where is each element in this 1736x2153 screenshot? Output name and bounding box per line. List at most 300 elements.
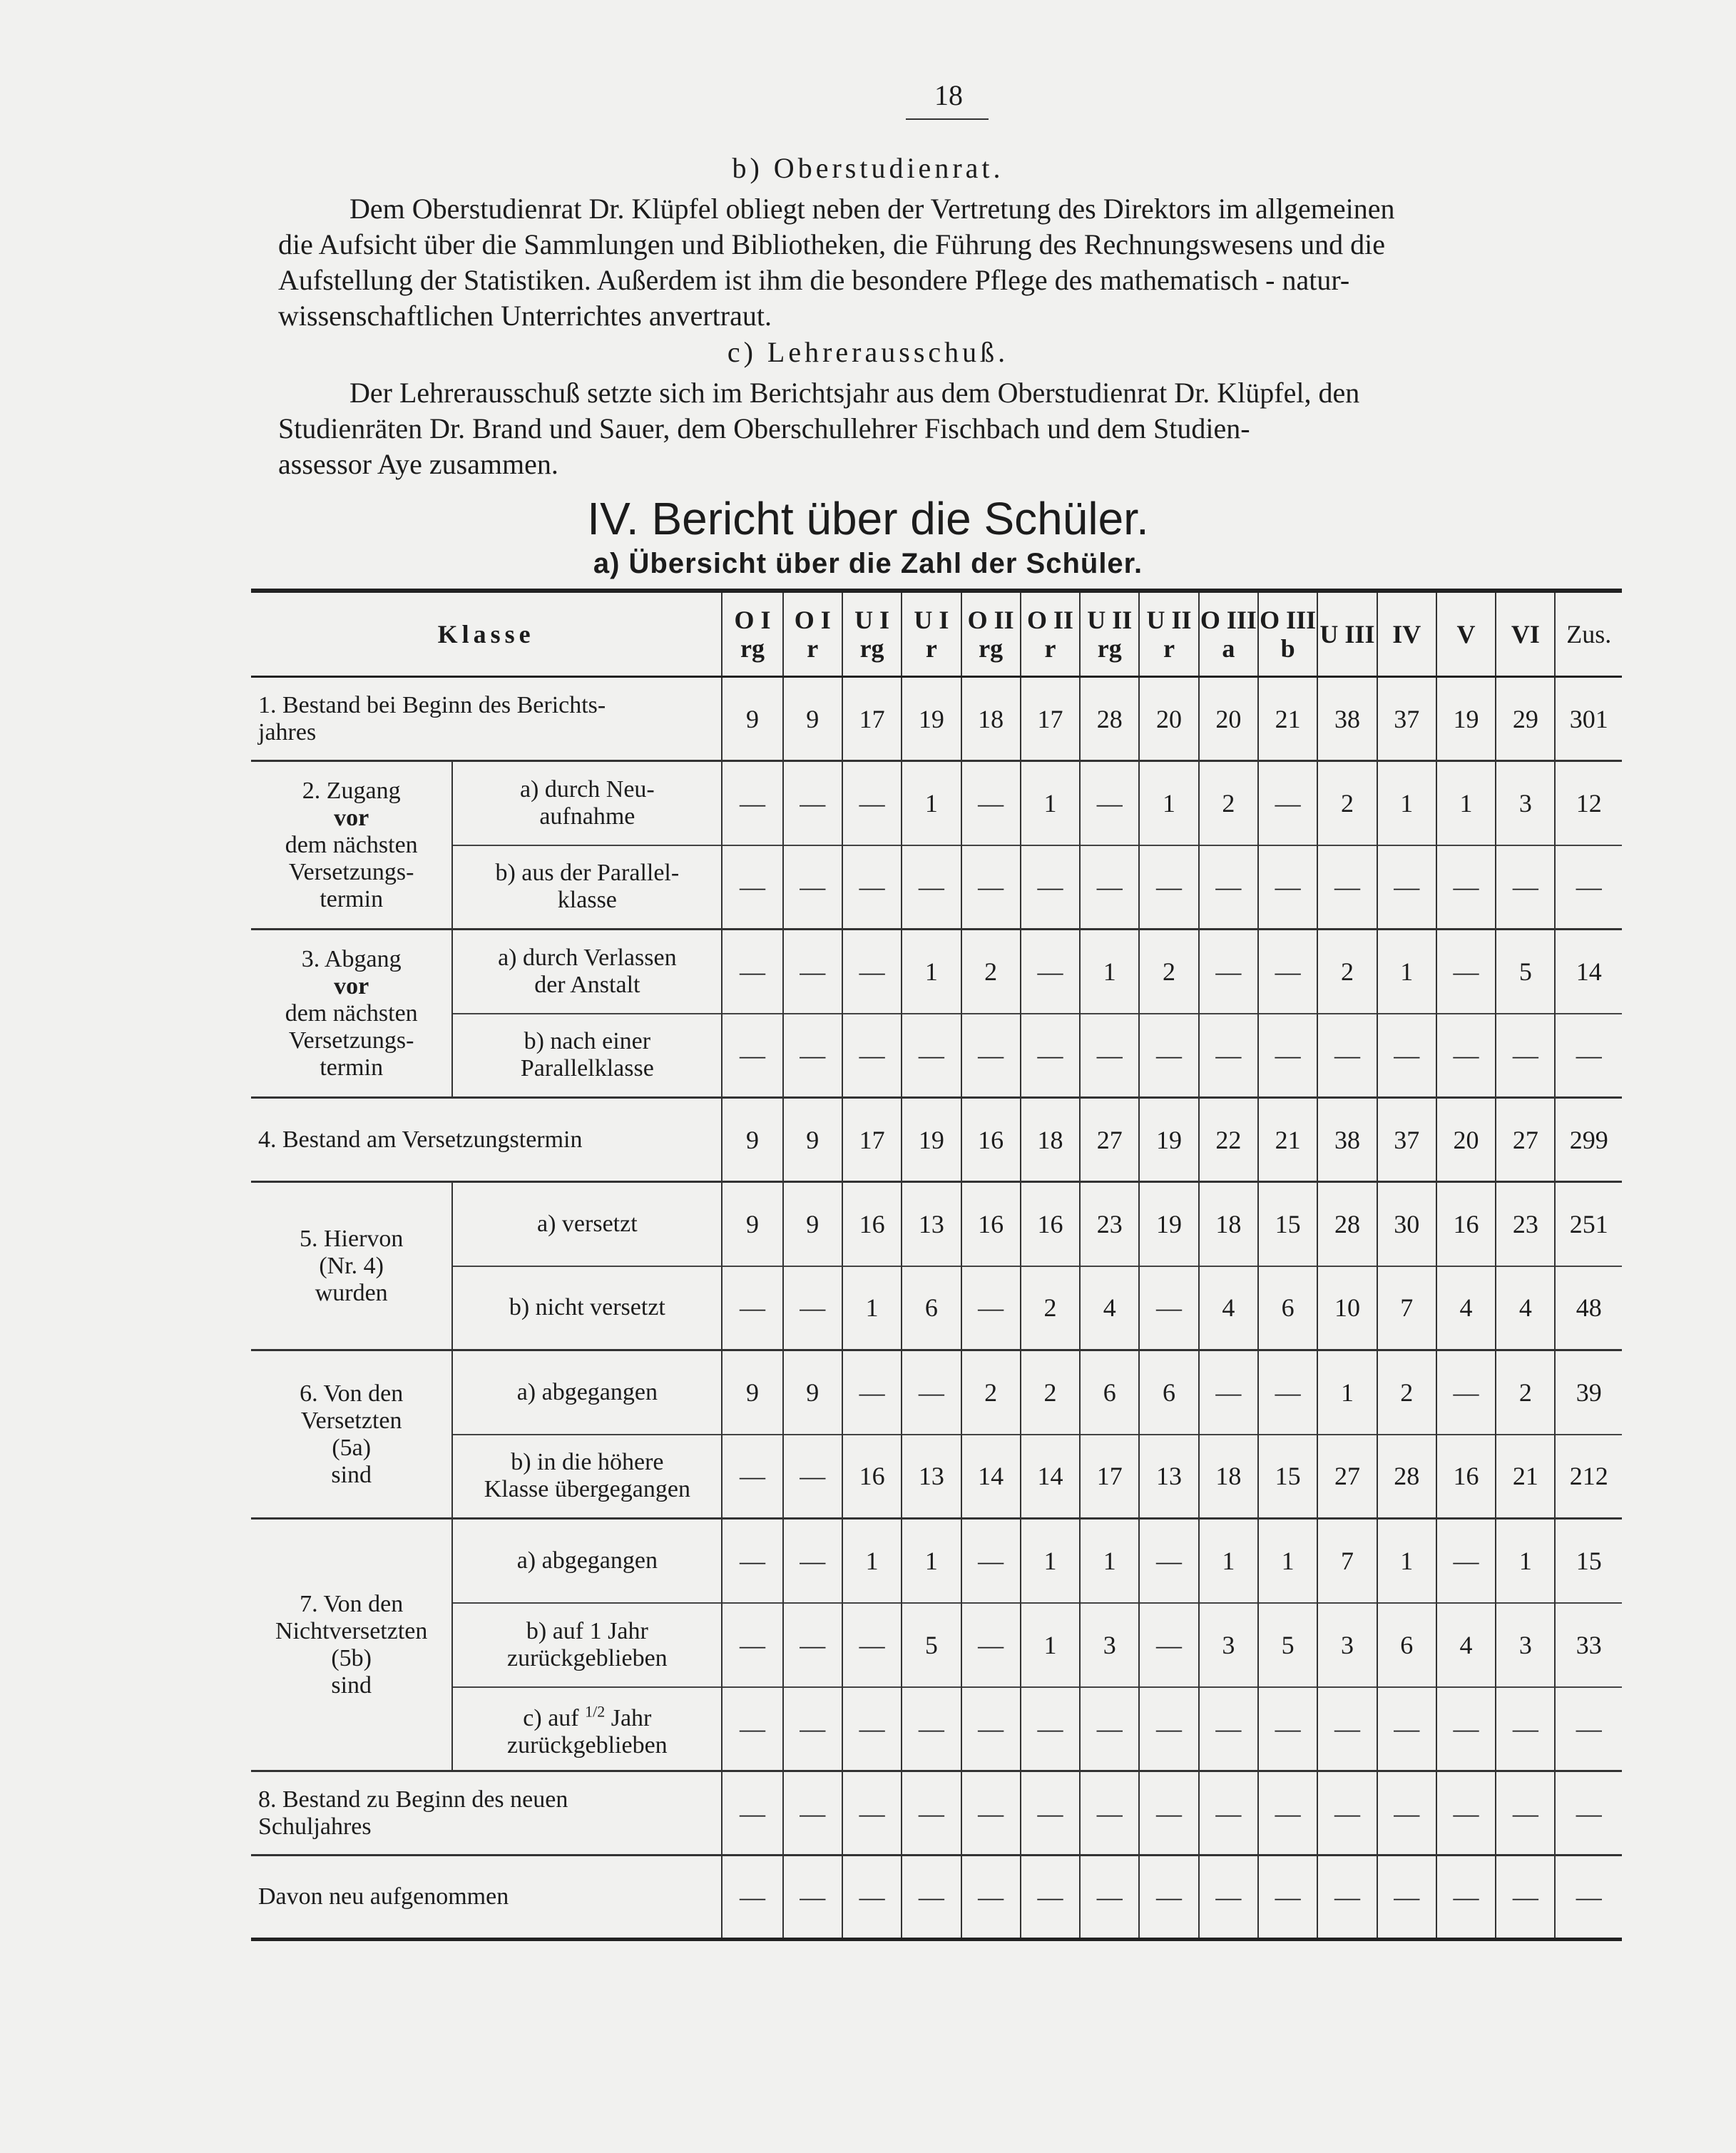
table-row (251, 1435, 1622, 1519)
value-cell: — (1436, 845, 1496, 930)
class-column-header (1496, 591, 1555, 677)
table-row (251, 1182, 1622, 1266)
value-cell: 22 (1199, 1098, 1258, 1182)
group-label-line: (5a) (332, 1434, 372, 1461)
value-cell: — (1377, 845, 1436, 930)
value-cell: — (783, 845, 842, 930)
value-cell: 4 (1496, 1266, 1555, 1350)
value-cell: 1 (1436, 761, 1496, 845)
row-sublabel-line: zurückgeblieben (507, 1644, 668, 1671)
value-cell: — (1317, 1014, 1377, 1098)
value-cell: 3 (1496, 761, 1555, 845)
group-label-line: (Nr. 4) (319, 1252, 384, 1279)
value-cell: — (783, 1603, 842, 1687)
column-header-top: IV (1392, 620, 1421, 648)
value-cell: — (1199, 1687, 1258, 1771)
value-cell: — (1258, 1014, 1317, 1098)
value-cell: — (1555, 845, 1622, 930)
class-column-header (1080, 591, 1139, 677)
value-cell: 4 (1199, 1266, 1258, 1350)
class-column-header (1555, 591, 1622, 677)
value-cell: — (783, 1014, 842, 1098)
group-label-line: 2. Zugang (302, 777, 401, 804)
table-group (251, 930, 1622, 1098)
class-column-header (961, 591, 1021, 677)
row-sublabel-line: b) in die höhere (511, 1449, 664, 1476)
value-cell: 3 (1317, 1603, 1377, 1687)
value-cell: — (1258, 845, 1317, 930)
group-label-line: 7. Von den (300, 1590, 404, 1617)
value-cell: 1 (1080, 930, 1139, 1014)
value-cell: — (1080, 1014, 1139, 1098)
value-cell: 1 (1021, 761, 1080, 845)
value-cell: — (1436, 1687, 1496, 1771)
value-cell: 5 (1496, 930, 1555, 1014)
value-cell: 20 (1436, 1098, 1496, 1182)
value-cell: — (902, 845, 961, 930)
value-cell: 2 (1199, 761, 1258, 845)
value-cell: 28 (1317, 1182, 1377, 1266)
value-cell: — (902, 1350, 961, 1435)
row-sublabel (452, 1519, 722, 1603)
fraction-half: 1/2 (585, 1702, 606, 1721)
value-cell: — (1496, 1771, 1555, 1856)
group-label-line: Versetzungs- (288, 1027, 414, 1054)
group-label (251, 930, 452, 1098)
group-label-line: Nichtversetzten (275, 1617, 428, 1644)
value-cell: 1 (1021, 1603, 1080, 1687)
value-cell: 9 (722, 677, 782, 761)
value-cell: 21 (1496, 1435, 1555, 1519)
value-cell: 17 (1080, 1435, 1139, 1519)
class-column-header (1199, 591, 1258, 677)
value-cell: 16 (1021, 1182, 1080, 1266)
value-cell: 10 (1317, 1266, 1377, 1350)
section-b-line: Dem Oberstudienrat Dr. Klüpfel obliegt neben der Vertretung des Direktors im allgemeinen (349, 193, 1395, 225)
value-cell: — (1199, 1014, 1258, 1098)
value-cell: 14 (1021, 1435, 1080, 1519)
class-column-header (1317, 591, 1377, 677)
value-cell: 5 (1258, 1603, 1317, 1687)
row-sublabel (452, 845, 722, 930)
value-cell: — (1377, 1856, 1436, 1940)
value-cell: — (783, 761, 842, 845)
value-cell: 6 (1139, 1350, 1198, 1435)
section-b-paragraph (278, 191, 1612, 334)
row-sublabel-line: zurückgeblieben (507, 1731, 668, 1758)
value-cell: — (1496, 1687, 1555, 1771)
value-cell: — (1139, 1519, 1198, 1603)
value-cell: — (722, 1014, 782, 1098)
value-cell: — (1199, 930, 1258, 1014)
group-label-line: sind (331, 1461, 372, 1488)
value-cell: 6 (1377, 1603, 1436, 1687)
value-cell: 18 (1199, 1435, 1258, 1519)
value-cell: 14 (1555, 930, 1622, 1014)
table-row (251, 845, 1622, 930)
value-cell: 16 (842, 1435, 902, 1519)
value-cell: 1 (1021, 1519, 1080, 1603)
column-header-bottom: rg (1097, 634, 1122, 663)
value-cell: 21 (1258, 677, 1317, 761)
value-cell: 9 (783, 1182, 842, 1266)
value-cell: 2 (1317, 761, 1377, 845)
table-group (251, 677, 1622, 761)
value-cell: — (842, 1771, 902, 1856)
value-cell: 18 (1021, 1098, 1080, 1182)
value-cell: — (1555, 1687, 1622, 1771)
column-header-top: U II (1146, 606, 1192, 634)
value-cell: — (1258, 930, 1317, 1014)
row-sublabel-line: a) durch Neu- (519, 775, 655, 803)
value-cell: — (1377, 1014, 1436, 1098)
row-sublabel-line: b) nicht versetzt (509, 1294, 665, 1321)
row-sublabel (452, 761, 722, 845)
value-cell: — (1021, 845, 1080, 930)
value-cell: — (1317, 845, 1377, 930)
row-sublabel-line: Parallelklasse (520, 1055, 654, 1082)
value-cell: — (1317, 1856, 1377, 1940)
value-cell: — (783, 930, 842, 1014)
value-cell: 1 (1496, 1519, 1555, 1603)
value-cell: 301 (1555, 677, 1622, 761)
value-cell: — (1139, 1771, 1198, 1856)
table-row (251, 930, 1622, 1014)
class-column-header (902, 591, 961, 677)
value-cell: — (1317, 1687, 1377, 1771)
value-cell: 16 (961, 1098, 1021, 1182)
group-label-line: jahres (258, 718, 317, 745)
value-cell: — (842, 1603, 902, 1687)
class-column-header (1377, 591, 1436, 677)
value-cell: 1 (1377, 761, 1436, 845)
value-cell: 16 (1436, 1435, 1496, 1519)
value-cell: — (722, 1435, 782, 1519)
row-sublabel (452, 1603, 722, 1687)
group-label (251, 1350, 452, 1519)
value-cell: — (722, 1687, 782, 1771)
value-cell: — (842, 1687, 902, 1771)
value-cell: 5 (902, 1603, 961, 1687)
group-label-line: 5. Hiervon (299, 1225, 404, 1252)
value-cell: 13 (902, 1182, 961, 1266)
value-cell: 30 (1377, 1182, 1436, 1266)
value-cell: 4 (1436, 1603, 1496, 1687)
column-header-top: Zus. (1566, 620, 1612, 648)
value-cell: — (961, 761, 1021, 845)
value-cell: 1 (902, 761, 961, 845)
row-sublabel-line: klasse (557, 887, 617, 914)
value-cell: — (1080, 1771, 1139, 1856)
value-cell: — (1021, 1014, 1080, 1098)
group-label-line: 4. Bestand am Versetzungstermin (258, 1126, 583, 1153)
value-cell: 2 (1496, 1350, 1555, 1435)
value-cell: — (1080, 761, 1139, 845)
column-header-top: V (1456, 620, 1476, 648)
value-cell: 38 (1317, 677, 1377, 761)
column-header-top: O II (967, 606, 1014, 634)
value-cell: 16 (842, 1182, 902, 1266)
value-cell: — (1199, 845, 1258, 930)
value-cell: 4 (1080, 1266, 1139, 1350)
row-sublabel-line: aufnahme (539, 803, 635, 830)
class-column-header (1436, 591, 1496, 677)
value-cell: — (722, 1771, 782, 1856)
value-cell: — (1436, 1519, 1496, 1603)
value-cell: 6 (1258, 1266, 1317, 1350)
value-cell: — (1080, 1856, 1139, 1940)
value-cell: 2 (1139, 930, 1198, 1014)
value-cell: 6 (1080, 1350, 1139, 1435)
section-c-heading: c) Lehrerausschuß. (727, 336, 1009, 368)
value-cell: — (1555, 1014, 1622, 1098)
value-cell: — (783, 1435, 842, 1519)
column-header-top: O III (1260, 606, 1317, 634)
value-cell: — (783, 1771, 842, 1856)
value-cell: 1 (1377, 930, 1436, 1014)
value-cell: 1 (842, 1519, 902, 1603)
value-cell: — (722, 761, 782, 845)
group-label-line: termin (320, 885, 384, 912)
row-sublabel-line: a) versetzt (537, 1210, 638, 1237)
column-header-top: U III (1319, 620, 1375, 648)
section-c-line: Studienräten Dr. Brand und Sauer, dem Oberschullehrer Fischbach und dem Studien- (278, 412, 1250, 444)
section-b-line: die Aufsicht über die Sammlungen und Bibliotheken, die Führung des Rechnungswesens und die (278, 228, 1385, 260)
table-row (251, 1856, 1622, 1940)
row-sublabel (452, 930, 722, 1014)
value-cell: 28 (1080, 677, 1139, 761)
chapter-title: IV. Bericht über die Schüler. (587, 493, 1149, 544)
value-cell: 1 (1317, 1350, 1377, 1435)
value-cell: 2 (1377, 1350, 1436, 1435)
value-cell: — (1021, 1856, 1080, 1940)
value-cell: — (1377, 1687, 1436, 1771)
table-group (251, 1856, 1622, 1940)
value-cell: — (961, 1266, 1021, 1350)
value-cell: — (1199, 1350, 1258, 1435)
value-cell: 21 (1258, 1098, 1317, 1182)
value-cell: 1 (1377, 1519, 1436, 1603)
value-cell: — (722, 845, 782, 930)
value-cell: — (961, 1519, 1021, 1603)
value-cell: — (1436, 1014, 1496, 1098)
value-cell: — (961, 1856, 1021, 1940)
value-cell: — (783, 1519, 842, 1603)
value-cell: — (902, 1687, 961, 1771)
row-sublabel (452, 1266, 722, 1350)
value-cell: 9 (722, 1182, 782, 1266)
group-label-line: Davon neu aufgenommen (258, 1883, 509, 1910)
value-cell: 3 (1080, 1603, 1139, 1687)
section-b-heading: b) Oberstudienrat. (732, 152, 1004, 184)
value-cell: — (1139, 845, 1198, 930)
value-cell: 12 (1555, 761, 1622, 845)
value-cell: 27 (1317, 1435, 1377, 1519)
value-cell: — (1080, 845, 1139, 930)
value-cell: — (722, 1603, 782, 1687)
row-sublabel-line: b) aus der Parallel- (495, 860, 680, 887)
section-b-line: Aufstellung der Statistiken. Außerdem ist ihm die besondere Pflege des mathematisch - natur- (278, 264, 1350, 296)
group-label (251, 1771, 722, 1856)
column-header-top: O I (794, 606, 831, 634)
group-label-line: dem nächsten (285, 999, 418, 1027)
value-cell: — (902, 1771, 961, 1856)
value-cell: 19 (1436, 677, 1496, 761)
section-c-line: assessor Aye zusammen. (278, 448, 558, 480)
value-cell: 13 (902, 1435, 961, 1519)
value-cell: — (902, 1014, 961, 1098)
value-cell: — (1436, 1856, 1496, 1940)
table-row (251, 761, 1622, 845)
section-b-line: wissenschaftlichen Unterrichtes anvertraut. (278, 300, 772, 332)
group-label (251, 1519, 452, 1771)
value-cell: 3 (1199, 1603, 1258, 1687)
page-number: 18 (934, 79, 963, 111)
table-row (251, 1603, 1622, 1687)
value-cell: 9 (783, 677, 842, 761)
group-label-line: vor (334, 804, 369, 831)
value-cell: — (1139, 1687, 1198, 1771)
value-cell: — (1021, 930, 1080, 1014)
value-cell: — (1436, 930, 1496, 1014)
column-header-top: O III (1200, 606, 1257, 634)
value-cell: 19 (902, 677, 961, 761)
table-row (251, 1098, 1622, 1182)
value-cell: — (961, 1687, 1021, 1771)
value-cell: 17 (842, 677, 902, 761)
column-header-bottom: rg (859, 634, 884, 663)
value-cell: 1 (1258, 1519, 1317, 1603)
class-column-header (1021, 591, 1080, 677)
row-sublabel (452, 1014, 722, 1098)
table-row (251, 1771, 1622, 1856)
group-label-line: Schuljahres (258, 1813, 372, 1840)
table-group (251, 761, 1622, 930)
value-cell: — (1139, 1603, 1198, 1687)
value-cell: — (1258, 1771, 1317, 1856)
value-cell: 2 (961, 1350, 1021, 1435)
value-cell: 18 (961, 677, 1021, 761)
group-label-line: sind (331, 1671, 372, 1699)
table-group (251, 1182, 1622, 1350)
page-number-rule (906, 118, 989, 120)
group-label-line: 1. Bestand bei Beginn des Berichts- (258, 691, 606, 718)
value-cell: — (1021, 1771, 1080, 1856)
value-cell: 7 (1317, 1519, 1377, 1603)
value-cell: — (1258, 1687, 1317, 1771)
value-cell: 212 (1555, 1435, 1622, 1519)
value-cell: 18 (1199, 1182, 1258, 1266)
row-sublabel-line: a) durch Verlassen (498, 944, 677, 971)
value-cell: — (842, 761, 902, 845)
column-header-bottom: r (1044, 634, 1056, 663)
column-header-top: VI (1511, 620, 1540, 648)
value-cell: 16 (961, 1182, 1021, 1266)
value-cell: 20 (1139, 677, 1198, 761)
column-header-bottom: r (1163, 634, 1175, 663)
column-header-top: U I (854, 606, 890, 634)
value-cell: 17 (1021, 677, 1080, 761)
value-cell: — (1258, 761, 1317, 845)
column-header-bottom: r (925, 634, 937, 663)
value-cell: 2 (961, 930, 1021, 1014)
value-cell: 6 (902, 1266, 961, 1350)
value-cell: 7 (1377, 1266, 1436, 1350)
table-row (251, 1350, 1622, 1435)
value-cell: 37 (1377, 1098, 1436, 1182)
value-cell: — (1199, 1856, 1258, 1940)
value-cell: 33 (1555, 1603, 1622, 1687)
value-cell: — (842, 1014, 902, 1098)
row-sublabel (452, 1687, 722, 1771)
value-cell: — (961, 1771, 1021, 1856)
value-cell: — (1555, 1856, 1622, 1940)
value-cell: — (783, 1687, 842, 1771)
klasse-header: Klasse (437, 620, 535, 648)
table-row (251, 677, 1622, 761)
group-label-line: Versetzten (300, 1407, 402, 1434)
value-cell: — (1436, 1771, 1496, 1856)
group-label-line: dem nächsten (285, 831, 418, 858)
section-c-paragraph (278, 375, 1612, 482)
value-cell: — (1258, 1856, 1317, 1940)
value-cell: — (1555, 1771, 1622, 1856)
value-cell: — (1377, 1771, 1436, 1856)
value-cell: — (783, 1266, 842, 1350)
row-sublabel (452, 1435, 722, 1519)
value-cell: 37 (1377, 677, 1436, 761)
value-cell: — (1080, 1687, 1139, 1771)
value-cell: — (961, 1014, 1021, 1098)
value-cell: 2 (1317, 930, 1377, 1014)
value-cell: — (842, 1856, 902, 1940)
column-header-top: O I (734, 606, 771, 634)
row-sublabel (452, 1182, 722, 1266)
value-cell: 1 (902, 1519, 961, 1603)
class-column-header (783, 591, 842, 677)
value-cell: 299 (1555, 1098, 1622, 1182)
value-cell: 3 (1496, 1603, 1555, 1687)
table-title: a) Übersicht über die Zahl der Schüler. (593, 548, 1143, 579)
value-cell: 13 (1139, 1435, 1198, 1519)
value-cell: 38 (1317, 1098, 1377, 1182)
row-sublabel-line: a) abgegangen (516, 1547, 658, 1574)
value-cell: 27 (1496, 1098, 1555, 1182)
value-cell: 1 (1199, 1519, 1258, 1603)
value-cell: — (902, 1856, 961, 1940)
column-header-bottom: rg (740, 634, 765, 663)
value-cell: — (1139, 1266, 1198, 1350)
row-sublabel-line: b) auf 1 Jahr (526, 1617, 648, 1644)
value-cell: — (1317, 1771, 1377, 1856)
value-cell: 19 (1139, 1098, 1198, 1182)
value-cell: 23 (1080, 1182, 1139, 1266)
group-label-line: vor (334, 972, 369, 999)
table-row (251, 1687, 1622, 1771)
value-cell: — (1258, 1350, 1317, 1435)
column-header-bottom: a (1222, 634, 1235, 663)
pupil-statistics-table (251, 589, 1622, 1941)
group-label-line: (5b) (331, 1644, 372, 1671)
value-cell: 20 (1199, 677, 1258, 761)
group-label-line: 3. Abgang (301, 945, 402, 972)
value-cell: 23 (1496, 1182, 1555, 1266)
value-cell: 9 (722, 1098, 782, 1182)
group-label-line: 6. Von den (300, 1380, 404, 1407)
value-cell: — (842, 845, 902, 930)
row-sublabel-line: a) abgegangen (516, 1378, 658, 1405)
table-header-row (251, 591, 1622, 677)
